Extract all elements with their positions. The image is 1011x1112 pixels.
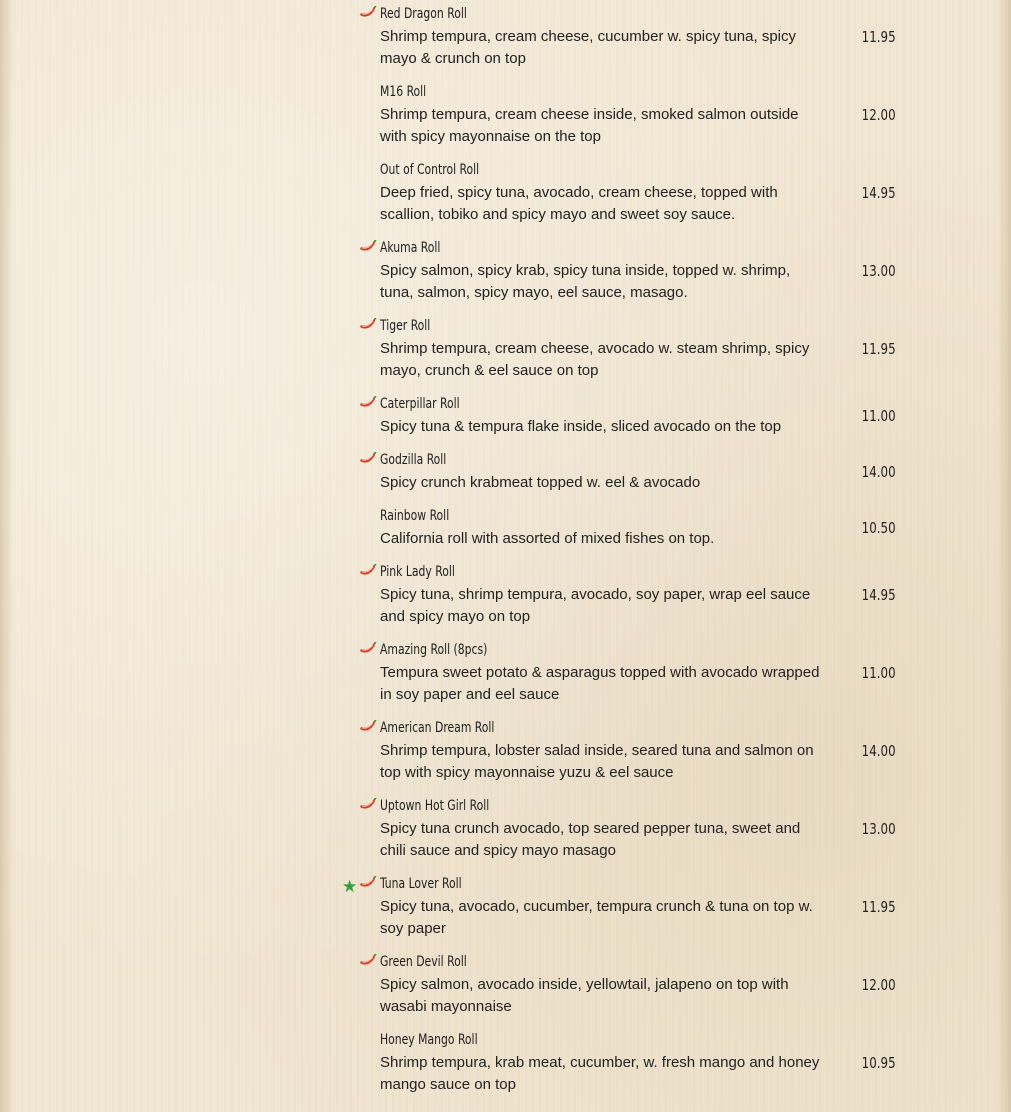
item-name: Out of Control Roll [380,162,480,178]
item-price: 13.00 [862,261,896,280]
item-icons [338,798,378,818]
item-name: Red Dragon Roll [380,6,467,22]
item-description: Spicy tuna, shrimp tempura, avocado, soy paper, wrap eel sauce and spicy mayo on top [380,586,811,625]
chili-pepper-icon [359,798,377,812]
menu-item [338,795,908,873]
menu-item [338,717,908,795]
chili-pepper-icon [359,240,377,254]
menu-item [338,315,908,393]
item-description: Shrimp tempura, lobster salad inside, seared tuna and salmon on top with spicy mayonnaise yuzu & eel sauce [380,742,814,781]
item-name: Tuna Lover Roll [380,876,462,892]
item-price: 10.50 [862,518,896,537]
item-icons [338,84,378,104]
item-price: 12.00 [862,975,896,994]
item-icons [338,6,378,26]
menu-item [338,505,908,561]
menu-item [338,237,908,315]
item-price: 11.00 [862,406,896,425]
item-price: 14.95 [862,585,896,604]
item-icons [338,954,378,974]
item-description: Shrimp tempura, cream cheese, cucumber w. spicy tuna, spicy mayo & crunch on top [380,28,797,67]
item-name: Green Devil Roll [380,954,467,970]
item-description: Tempura sweet potato & asparagus topped with avocado wrapped in soy paper and eel sauce [380,664,820,703]
left-edge-shade [0,0,14,1112]
item-name: M16 Roll [380,84,427,100]
item-icons [338,1032,378,1052]
menu-item [338,873,908,951]
item-name: Rainbow Roll [380,508,450,524]
item-description: Spicy tuna & tempura flake inside, sliced avocado on the top [380,418,782,435]
item-name: American Dream Roll [380,720,495,736]
item-icons [338,162,378,182]
item-name: Pink Lady Roll [380,564,455,580]
item-name: Akuma Roll [380,240,441,256]
item-icons [338,508,378,528]
star-icon: ★ [342,877,358,897]
item-name: Honey Mango Roll [380,1032,478,1048]
item-name: Tiger Roll [380,318,431,334]
item-description: Shrimp tempura, krab meat, cucumber, w. fresh mango and honey mango sauce on top [380,1054,820,1093]
item-description: Spicy crunch krabmeat topped w. eel & avocado [380,474,701,491]
chili-pepper-icon [359,396,377,410]
item-description: Deep fried, spicy tuna, avocado, cream cheese, topped with scallion, tobiko and spicy mayo and sweet soy sauce. [380,184,778,223]
item-price: 11.95 [862,339,896,358]
item-icons [338,876,378,896]
item-icons [338,564,378,584]
item-description: California roll with assorted of mixed fishes on top. [380,530,715,547]
item-name: Godzilla Roll [380,452,447,468]
item-price: 11.95 [862,897,896,916]
chili-pepper-icon [359,564,377,578]
item-price: 12.00 [862,105,896,124]
item-description: Shrimp tempura, cream cheese, avocado w. steam shrimp, spicy mayo, crunch & eel sauce on top [380,340,810,379]
item-name: Uptown Hot Girl Roll [380,798,490,814]
item-price: 14.00 [862,741,896,760]
menu-item [338,951,908,1029]
item-description: Spicy salmon, spicy krab, spicy tuna inside, topped w. shrimp, tuna, salmon, spicy mayo, eel sauce, masago. [380,262,791,301]
item-icons [338,452,378,472]
menu-item [338,639,908,717]
right-edge-shade [997,0,1011,1112]
item-description: Spicy tuna, avocado, cucumber, tempura crunch & tuna on top w. soy paper [380,898,813,937]
menu-item [338,561,908,639]
item-price: 13.00 [862,819,896,838]
item-icons [338,396,378,416]
item-price: 11.95 [862,27,896,46]
menu-item [338,1029,908,1107]
menu-item [338,159,908,237]
menu-item [338,449,908,505]
item-price: 11.00 [862,663,896,682]
chili-pepper-icon [359,6,377,20]
menu-item [338,3,908,81]
menu-item [338,393,908,449]
item-icons [338,642,378,662]
menu-item [338,81,908,159]
item-name: Caterpillar Roll [380,396,460,412]
item-description: Shrimp tempura, cream cheese inside, smoked salmon outside with spicy mayonnaise on the top [380,106,799,145]
chili-pepper-icon [359,720,377,734]
item-icons [338,318,378,338]
item-icons [338,240,378,260]
item-description: Spicy tuna crunch avocado, top seared pepper tuna, sweet and chili sauce and spicy mayo masago [380,820,801,859]
item-price: 14.95 [862,183,896,202]
item-description: Spicy salmon, avocado inside, yellowtail, jalapeno on top with wasabi mayonnaise [380,976,789,1015]
chili-pepper-icon [359,876,377,890]
chili-pepper-icon [359,452,377,466]
item-name: Amazing Roll (8pcs) [380,642,488,658]
item-price: 10.95 [862,1053,896,1072]
chili-pepper-icon [359,954,377,968]
item-price: 14.00 [862,462,896,481]
item-icons [338,720,378,740]
chili-pepper-icon [359,642,377,656]
specialty-rolls-menu [338,3,908,1107]
chili-pepper-icon [359,318,377,332]
